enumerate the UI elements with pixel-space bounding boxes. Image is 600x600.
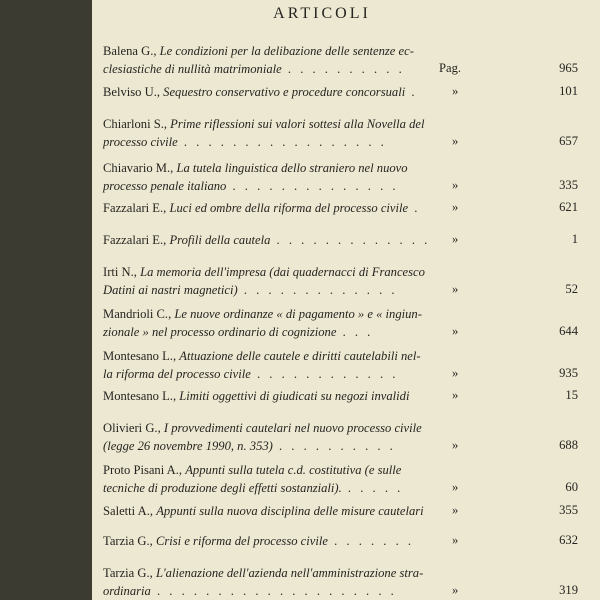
entry-first-line — [103, 533, 495, 551]
entry-title-continuation: processo penale italiano . . . . . . . . . . . . . . — [103, 178, 399, 193]
entry-text — [103, 533, 495, 551]
entry-author: Balena G., — [103, 44, 160, 58]
entry-first-line — [103, 565, 495, 583]
entry-author: Montesano L., — [103, 349, 180, 363]
entry-title: La tutela linguistica dello straniero nel nuovo — [176, 161, 408, 175]
entry-title: Crisi e riforma del processo civile — [155, 534, 328, 548]
page-number: 657 — [559, 133, 578, 148]
entry-title-continuation: clesiastiche di nullità matrimoniale . . . . . . . . . . — [103, 61, 405, 76]
entry-title: La memoria dell'impresa (dai quadernacci di Francesco — [140, 265, 425, 279]
entry-title-continuation: tecniche di produzione degli effetti sostanziali). . . . . . — [103, 480, 404, 495]
entry-text — [103, 200, 495, 218]
page-marker: » — [452, 177, 459, 192]
page-number: 15 — [565, 388, 578, 402]
page-number: 52 — [565, 281, 578, 296]
section-heading: ARTICOLI — [273, 5, 371, 22]
entry-text — [103, 462, 495, 497]
page-marker: » — [452, 437, 459, 452]
dot-leaders: . . . . . . . . . . . . — [250, 366, 399, 381]
entry-first-line — [103, 264, 495, 282]
dot-leaders: . . . . . . . . . . . . . — [270, 233, 431, 247]
page-marker: » — [452, 365, 459, 380]
entry-title: Limiti oggettivi di giudicati su negozi invalidi — [179, 389, 410, 403]
dot-leaders: . . . . . . . . . . . . . . — [226, 178, 399, 193]
entry-first-line — [103, 200, 495, 218]
entry-first-line — [103, 116, 495, 134]
entry-title: Le nuove ordinanze « di pagamento » e « ingiun- — [174, 307, 422, 321]
entry-first-line — [103, 388, 495, 406]
entry-title: Le condizioni per la delibazione delle sentenze ec- — [159, 44, 414, 58]
dot-leaders: . . . — [336, 324, 374, 339]
dot-leaders: . — [408, 201, 421, 215]
entry-text — [103, 160, 495, 195]
page-number: 1 — [571, 232, 578, 246]
dot-leaders: . . . . . . . . . . . . . . . . . . . . — [150, 583, 397, 598]
entry-title: Appunti sulla tutela c.d. costitutiva (e sulle — [185, 463, 402, 477]
page-marker: Pag. — [439, 60, 462, 75]
page-number: 60 — [565, 479, 578, 494]
entry-text — [103, 348, 495, 383]
entry-text — [103, 264, 495, 299]
dot-leaders: . . . . . . . . . . . . . — [237, 282, 398, 297]
entry-first-line — [103, 462, 495, 480]
dot-leaders: . . . . . . . . . . . . . . . . . — [177, 134, 387, 149]
page-marker: » — [452, 232, 459, 246]
entry-first-line — [103, 306, 495, 324]
page-number: 621 — [559, 200, 578, 214]
entry-text — [103, 503, 495, 521]
entry-author: Fazzalari E., — [103, 233, 170, 247]
page-number: 688 — [559, 437, 578, 452]
entry-author: Montesano L., — [103, 389, 180, 403]
entry-title: Prime riflessioni sui valori sottesi alla Novella del — [170, 117, 425, 131]
dot-leaders: . . . . . . . . . . — [272, 438, 396, 453]
entry-title-continuation: processo civile . . . . . . . . . . . . . . . . . — [103, 134, 387, 149]
entry-title: L'alienazione dell'azienda nell'amministrazione stra- — [155, 566, 424, 580]
entry-first-line — [103, 348, 495, 366]
entry-first-line — [103, 503, 495, 521]
entry-first-line — [103, 43, 495, 61]
entry-author: Tarzia G., — [103, 566, 156, 580]
page-number: 101 — [559, 84, 578, 98]
entry-first-line — [103, 160, 495, 178]
page-marker: » — [452, 281, 459, 296]
page-marker: » — [452, 200, 459, 214]
entry-title: Sequestro conservativo e procedure concorsuali — [163, 85, 406, 99]
entry-first-line — [103, 232, 495, 250]
entry-author: Chiarloni S., — [103, 117, 171, 131]
dot-leaders: . . . . . . . . . . — [281, 61, 405, 76]
entry-title-continuation: Datini ai nastri magnetici) . . . . . . . . . . . . . — [103, 282, 398, 297]
entry-author: Belviso U., — [103, 85, 164, 99]
entry-title: I provvedimenti cautelari nel nuovo processo civile — [163, 421, 422, 435]
entry-title: Appunti sulla nuova disciplina delle misure cautelari — [156, 504, 424, 518]
page-marker: » — [452, 388, 459, 402]
entry-title: Profili della cautela — [169, 233, 271, 247]
entry-title-continuation: (legge 26 novembre 1990, n. 353) . . . . . . . . . . — [103, 438, 396, 453]
entry-text — [103, 388, 495, 406]
page-marker: » — [452, 479, 459, 494]
entry-author: Chiavario M., — [103, 161, 177, 175]
entry-author: Olivieri G., — [103, 421, 164, 435]
page-number: 632 — [559, 533, 578, 547]
entry-title: Luci ed ombre della riforma del processo civile — [169, 201, 409, 215]
entry-text — [103, 306, 495, 341]
page-number: 965 — [559, 60, 578, 75]
entry-author: Proto Pisani A., — [103, 463, 186, 477]
page-marker: » — [452, 533, 459, 547]
page-number: 935 — [559, 365, 578, 380]
entry-first-line — [103, 420, 495, 438]
entry-title-continuation: la riforma del processo civile . . . . . . . . . . . . — [103, 366, 399, 381]
page-number: 644 — [559, 323, 578, 338]
index-page — [92, 0, 600, 600]
page-marker: » — [452, 323, 459, 338]
page-marker: » — [452, 84, 459, 98]
page-marker: » — [452, 503, 459, 517]
entry-author: Mandrioli C., — [103, 307, 175, 321]
entry-title: Attuazione delle cautele e diritti cautelabili nel- — [179, 349, 421, 363]
entry-text — [103, 565, 495, 600]
dot-leaders: . . . . . . . — [327, 534, 415, 548]
page-marker: » — [452, 582, 459, 597]
page-number: 355 — [559, 503, 578, 517]
entry-title-continuation: ordinaria . . . . . . . . . . . . . . . . . . . . — [103, 583, 397, 598]
entry-title-continuation: zionale » nel processo ordinario di cognizione . . . — [103, 324, 374, 339]
entry-author: Tarzia G., — [103, 534, 156, 548]
page-number: 319 — [559, 582, 578, 597]
entry-author: Fazzalari E., — [103, 201, 170, 215]
dot-leaders: . — [405, 85, 418, 99]
entry-author: Saletti A., — [103, 504, 157, 518]
entry-author: Irti N., — [103, 265, 141, 279]
entry-text — [103, 43, 495, 78]
page-number: 335 — [559, 177, 578, 192]
dot-leaders: . . . . . — [341, 480, 404, 495]
entry-text — [103, 420, 495, 455]
entry-first-line — [103, 84, 495, 102]
entry-text — [103, 116, 495, 151]
page-marker: » — [452, 133, 459, 148]
entry-text — [103, 84, 495, 102]
entry-text — [103, 232, 495, 250]
